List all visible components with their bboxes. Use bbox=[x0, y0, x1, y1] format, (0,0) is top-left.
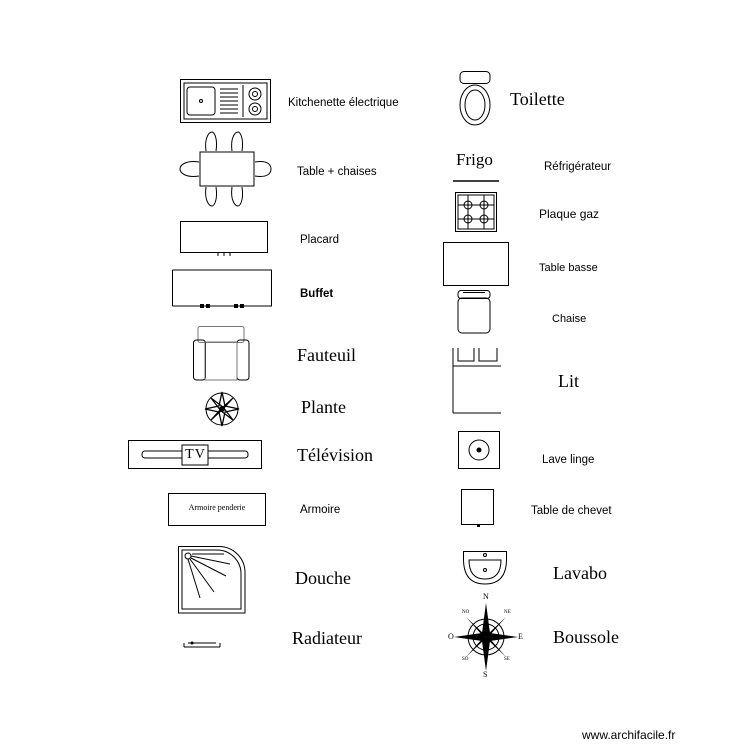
refrigerateur-symbol bbox=[453, 150, 499, 184]
plaque-gaz-label: Plaque gaz bbox=[539, 207, 600, 221]
placard-symbol bbox=[180, 221, 268, 257]
kitchenette-label: Kitchenette électrique bbox=[288, 97, 399, 109]
lavabo-label: Lavabo bbox=[553, 563, 607, 583]
table-chairs-symbol bbox=[180, 132, 271, 206]
table-chevet-symbol bbox=[461, 489, 495, 527]
chaise-symbol bbox=[457, 290, 491, 334]
table-chairs-label: Table + chaises bbox=[297, 166, 377, 178]
compass-se-label: SE bbox=[504, 657, 510, 662]
buffet-symbol bbox=[172, 268, 272, 310]
compass-e-label: E bbox=[518, 632, 523, 641]
lit-label: Lit bbox=[558, 371, 579, 391]
boussole-symbol bbox=[448, 592, 524, 679]
compass-no-label: NO bbox=[462, 610, 470, 615]
plante-label: Plante bbox=[301, 397, 346, 417]
plante-symbol bbox=[203, 390, 241, 428]
compass-s-label: S bbox=[483, 670, 488, 679]
refrigerateur-label: Réfrigérateur bbox=[544, 161, 612, 173]
tv-sign: TV bbox=[185, 447, 206, 462]
armoire-sign: Armoire penderie bbox=[188, 503, 246, 512]
fauteuil-label: Fauteuil bbox=[297, 345, 356, 365]
fauteuil-symbol bbox=[193, 326, 251, 382]
radiateur-label: Radiateur bbox=[292, 628, 362, 648]
lavabo-symbol bbox=[463, 551, 507, 585]
placard-label: Placard bbox=[300, 234, 339, 246]
frigo-sign: Frigo bbox=[456, 150, 493, 169]
armoire-label: Armoire bbox=[300, 504, 341, 516]
table-chevet-label: Table de chevet bbox=[531, 505, 612, 517]
compass-so-label: SO bbox=[462, 657, 469, 662]
table-basse-label: Table basse bbox=[539, 262, 598, 274]
kitchenette-symbol bbox=[180, 79, 271, 123]
compass-n-label: N bbox=[483, 592, 489, 601]
toilette-symbol bbox=[458, 71, 492, 127]
lave-linge-label: Lave linge bbox=[542, 454, 595, 466]
radiateur-symbol bbox=[182, 640, 222, 650]
footer-url: www.archifacile.fr bbox=[582, 728, 676, 742]
lit-symbol bbox=[452, 348, 502, 414]
armoire-symbol bbox=[168, 493, 266, 527]
lave-linge-symbol bbox=[458, 431, 500, 469]
douche-symbol bbox=[178, 546, 246, 614]
buffet-label: Buffet bbox=[300, 288, 334, 300]
boussole-label: Boussole bbox=[553, 627, 620, 647]
compass-ne-label: NE bbox=[504, 610, 511, 615]
compass-o-label: O bbox=[448, 632, 454, 641]
plaque-gaz-symbol bbox=[455, 192, 497, 232]
television-label: Télévision bbox=[297, 445, 373, 465]
chaise-label: Chaise bbox=[552, 313, 587, 325]
table-basse-symbol bbox=[443, 242, 509, 286]
douche-label: Douche bbox=[295, 568, 351, 588]
television-symbol bbox=[128, 440, 262, 470]
toilette-label: Toilette bbox=[510, 89, 565, 109]
